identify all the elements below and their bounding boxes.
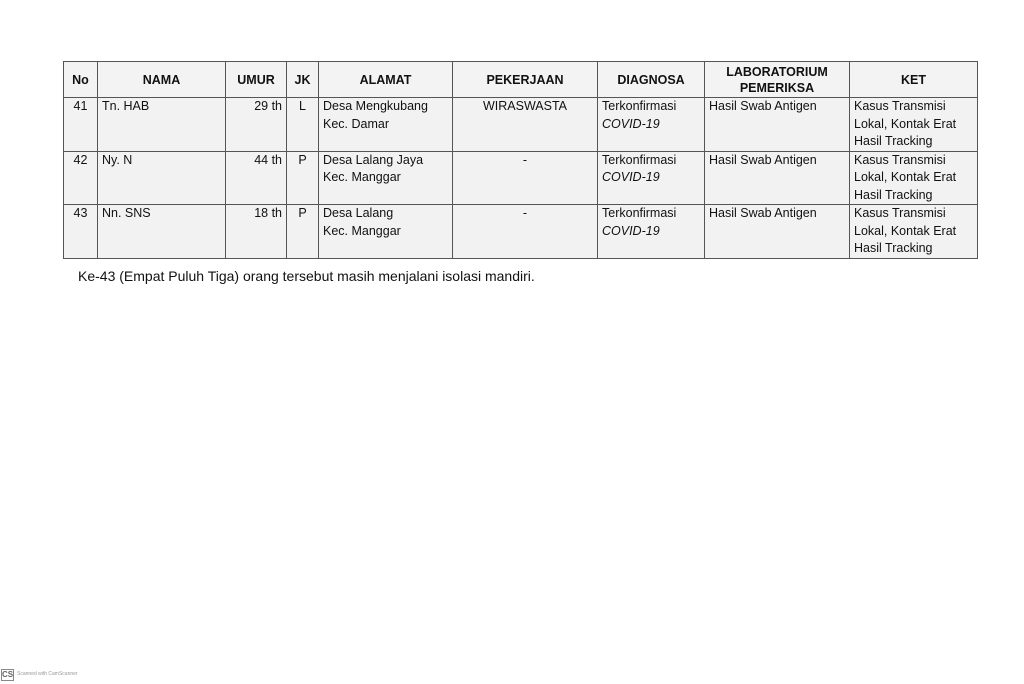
ket-line3: Hasil Tracking <box>854 241 933 255</box>
header-jk: JK <box>287 62 319 98</box>
camscanner-watermark-text: Scanned with CamScanner <box>17 671 78 677</box>
cell-alamat <box>319 151 453 205</box>
table-row <box>64 151 978 205</box>
isolation-note: Ke-43 (Empat Puluh Tiga) orang tersebut masih menjalani isolasi mandiri. <box>78 268 535 284</box>
cell-diagnosa <box>598 205 705 259</box>
cell-umur: 18 th <box>226 205 287 259</box>
alamat-line1: Desa Mengkubang <box>323 99 428 113</box>
ket-line2: Lokal, Kontak Erat <box>854 223 957 238</box>
cell-ket <box>850 151 978 205</box>
ket-line1: Kasus Transmisi <box>854 206 946 220</box>
cell-alamat <box>319 98 453 152</box>
alamat-line2: Kec. Manggar <box>323 223 401 238</box>
diagnosa-line2: COVID-19 <box>602 116 660 131</box>
ket-line1: Kasus Transmisi <box>854 99 946 113</box>
header-no: No <box>64 62 98 98</box>
header-pekerjaan: PEKERJAAN <box>453 62 598 98</box>
ket-line3: Hasil Tracking <box>854 187 933 202</box>
diagnosa-line2: COVID-19 <box>602 223 660 238</box>
cell-nama: Tn. HAB <box>98 98 226 152</box>
table-row <box>64 98 978 152</box>
alamat-line1: Desa Lalang Jaya <box>323 152 424 167</box>
cell-diagnosa <box>598 98 705 152</box>
cell-no: 43 <box>64 205 98 259</box>
header-nama: NAMA <box>98 62 226 98</box>
cell-pekerjaan: - <box>453 205 598 259</box>
cell-alamat <box>319 205 453 259</box>
header-laboratorium-pemeriksa <box>705 62 850 98</box>
cell-ket <box>850 205 978 259</box>
cell-lab: Hasil Swab Antigen <box>705 205 850 259</box>
alamat-line2: Kec. Damar <box>323 116 389 131</box>
cell-nama: Ny. N <box>98 151 226 205</box>
diagnosa-line1: Terkonfirmasi <box>602 206 677 220</box>
case-table <box>63 61 978 259</box>
diagnosa-line1: Terkonfirmasi <box>602 152 677 167</box>
diagnosa-line1: Terkonfirmasi <box>602 99 677 113</box>
cell-umur: 44 th <box>226 151 287 205</box>
alamat-line1: Desa Lalang <box>323 206 394 220</box>
diagnosa-line2: COVID-19 <box>602 170 660 184</box>
cell-pekerjaan: - <box>453 151 598 205</box>
header-lab-line1: LABORATORIUM <box>726 64 828 79</box>
table-row <box>64 205 978 259</box>
cell-diagnosa <box>598 151 705 205</box>
ket-line2: Lokal, Kontak Erat <box>854 170 957 184</box>
alamat-line2: Kec. Manggar <box>323 170 401 184</box>
header-diagnosa: DIAGNOSA <box>598 62 705 98</box>
cell-jk: P <box>287 151 319 205</box>
cell-lab: Hasil Swab Antigen <box>705 151 850 205</box>
header-umur: UMUR <box>226 62 287 98</box>
cell-umur: 29 th <box>226 98 287 152</box>
cell-nama: Nn. SNS <box>98 205 226 259</box>
cell-pekerjaan: WIRASWASTA <box>453 98 598 152</box>
cell-jk: P <box>287 205 319 259</box>
cell-ket <box>850 98 978 152</box>
ket-line1: Kasus Transmisi <box>854 152 946 167</box>
cell-lab: Hasil Swab Antigen <box>705 98 850 152</box>
camscanner-logo-icon: CS <box>2 670 14 679</box>
cell-jk: L <box>287 98 319 152</box>
ket-line2: Lokal, Kontak Erat <box>854 116 957 131</box>
header-alamat: ALAMAT <box>319 62 453 98</box>
table-header-row <box>64 62 978 98</box>
header-ket: KET <box>850 62 978 98</box>
cell-no: 41 <box>64 98 98 152</box>
ket-line3: Hasil Tracking <box>854 134 933 148</box>
cell-no: 42 <box>64 151 98 205</box>
header-lab-line2: PEMERIKSA <box>739 80 815 95</box>
